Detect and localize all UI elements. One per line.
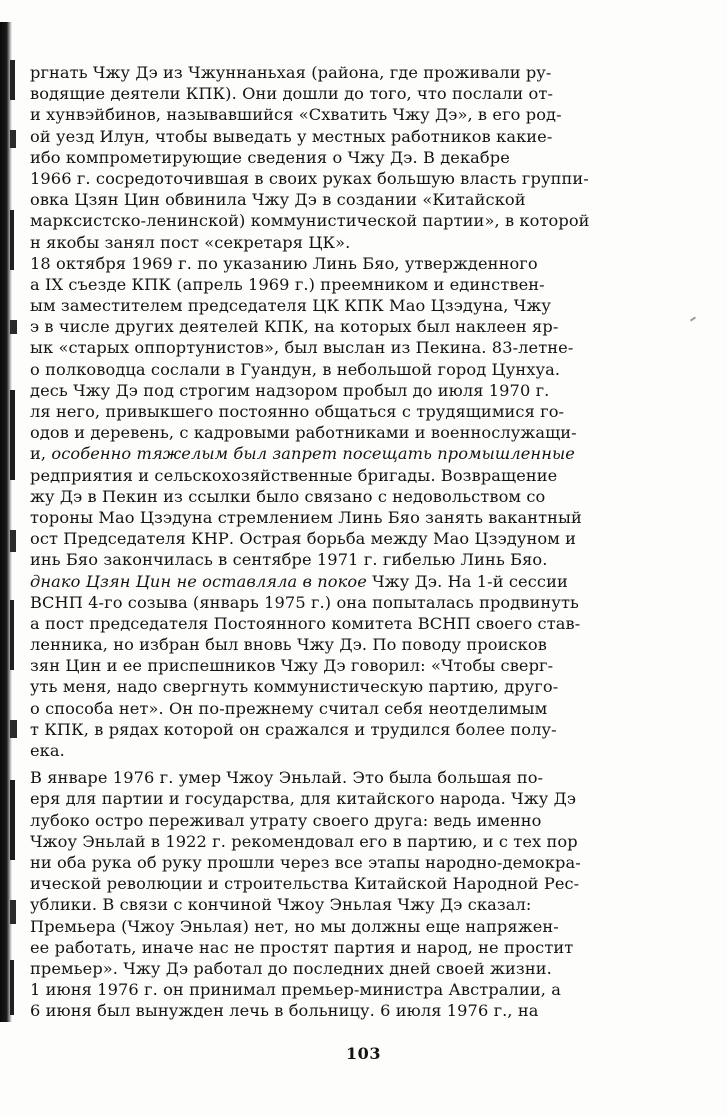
text-line: В январе 1976 г. умер Чжоу Эньлай. Это была большая по- [30, 768, 544, 788]
text-line: ической революции и строительства Китайской Народной Рес- [30, 874, 580, 894]
text-line: а пост председателя Постоянного комитета ВСНП своего став- [30, 613, 581, 633]
page-number: 103 [346, 1044, 381, 1063]
scan-speck [690, 316, 696, 321]
italic-segment: особенно тяжелым был запрет посещать промышленные [51, 444, 575, 464]
text-line: 1 июня 1976 г. он принимал премьер-министра Австралии, а [30, 980, 561, 1000]
text-line: ни оба рука об руку прошли через все этапы народно-демокра- [30, 852, 581, 872]
text-line: ее работать, иначе нас не простят партия и народ, не простит [30, 937, 574, 957]
text-line: редприятия и сельскохозяйственные бригады. Возвращение [30, 465, 558, 485]
text-line: ык «старых оппортунистов», был выслан из Пекина. 83-летне- [30, 338, 574, 358]
text-line: о полководца сослали в Гуандун, в небольшой город Цунхуа. [30, 359, 561, 379]
text-line: ой уезд Илун, чтобы выведать у местных работников какие- [30, 126, 553, 146]
text-segment: Чжу Дэ. На 1-й сессии [366, 571, 568, 591]
text-line: н якобы занял пост «секретаря ЦК». [30, 232, 351, 252]
text-line: одов и деревень, с кадровыми работниками и военнослужащи- [30, 423, 577, 443]
text-line: 6 июня был вынужден лечь в больницу. 6 июля 1976 г., на [30, 1001, 539, 1021]
binding-edge-marks [10, 60, 28, 1020]
text-line-italic [30, 571, 630, 592]
text-line: о способа нет». Он по-прежнему считал себя неотделимым [30, 698, 548, 718]
text-line: Премьера (Чжоу Эньлая) нет, но мы должны еще напряжен- [30, 916, 559, 936]
text-line: ля него, привыкшего постоянно общаться с трудящимися го- [30, 402, 565, 421]
italic-segment: днако Цзян Цин не оставляла в покое [30, 571, 367, 591]
text-line: инь Бяо закончилась в сентябре 1971 г. гибелью Линь Бяо. [30, 550, 548, 570]
text-line: десь Чжу Дэ под строгим надзором пробыл до июля 1970 г. [30, 380, 550, 400]
text-line: ым заместителем председателя ЦК КПК Мао Цзэдуна, Чжу [30, 296, 551, 316]
text-line: зян Цин и ее приспешников Чжу Дэ говорил: «Чтобы сверг- [30, 656, 554, 676]
text-line: ленника, но избран был вновь Чжу Дэ. По поводу происков [30, 635, 547, 655]
text-line: премьер». Чжу Дэ работал до последних дней своей жизни. [30, 958, 552, 978]
text-line: лубоко остро переживал утрату своего друга: ведь именно [30, 810, 542, 830]
text-line: т КПК, в рядах которой он сражался и трудился более полу- [30, 719, 557, 739]
text-line: Чжоу Эньлай в 1922 г. рекомендовал его в партию, и с тех пор [30, 831, 578, 851]
text-line: марксистско-ленинской) коммунистической партии», в которой [30, 211, 590, 231]
text-line: а IX съезде КПК (апрель 1969 г.) преемником и единствен- [30, 274, 545, 294]
text-segment: и, [30, 444, 52, 464]
text-line: и хунвэйбинов, называвшийся «Схватить Чжу Дэ», в его род- [30, 105, 562, 125]
text-line: водящие деятели КПК). Они дошли до того, что послали от- [30, 84, 554, 104]
text-line: ека. [30, 741, 65, 760]
body-text [30, 62, 630, 1021]
text-line: еря для партии и государства, для китайского народа. Чжу Дэ [30, 789, 577, 809]
text-line: уть меня, надо свергнуть коммунистическую партию, друго- [30, 677, 559, 697]
text-line: ибо компрометирующие сведения о Чжу Дэ. В декабре [30, 147, 510, 167]
text-line: овка Цзян Цин обвинила Чжу Дэ в создании «Китайской [30, 190, 526, 210]
text-line: ВСНП 4-го созыва (январь 1975 г.) она попыталась продвинуть [30, 592, 579, 612]
text-line: э в числе других деятелей КПК, на которых был наклеен яр- [30, 317, 559, 337]
text-line: 1966 г. сосредоточившая в своих руках большую власть группи- [30, 168, 589, 188]
text-line: ост Председателя КНР. Острая борьба между Мао Цзэдуном и [30, 529, 577, 549]
text-line: ргнать Чжу Дэ из Чжуннаньхая (района, где проживали ру- [30, 63, 552, 82]
text-line-italic [30, 443, 630, 464]
text-line: жу Дэ в Пекин из ссылки было связано с недовольством со [30, 486, 546, 506]
text-line: ублики. В связи с кончиной Чжоу Эньлая Чжу Дэ сказал: [30, 895, 532, 915]
text-line: тороны Мао Цзэдуна стремлением Линь Бяо занять вакантный [30, 507, 582, 527]
text-line: 18 октября 1969 г. по указанию Линь Бяо, утвержденного [30, 253, 538, 273]
